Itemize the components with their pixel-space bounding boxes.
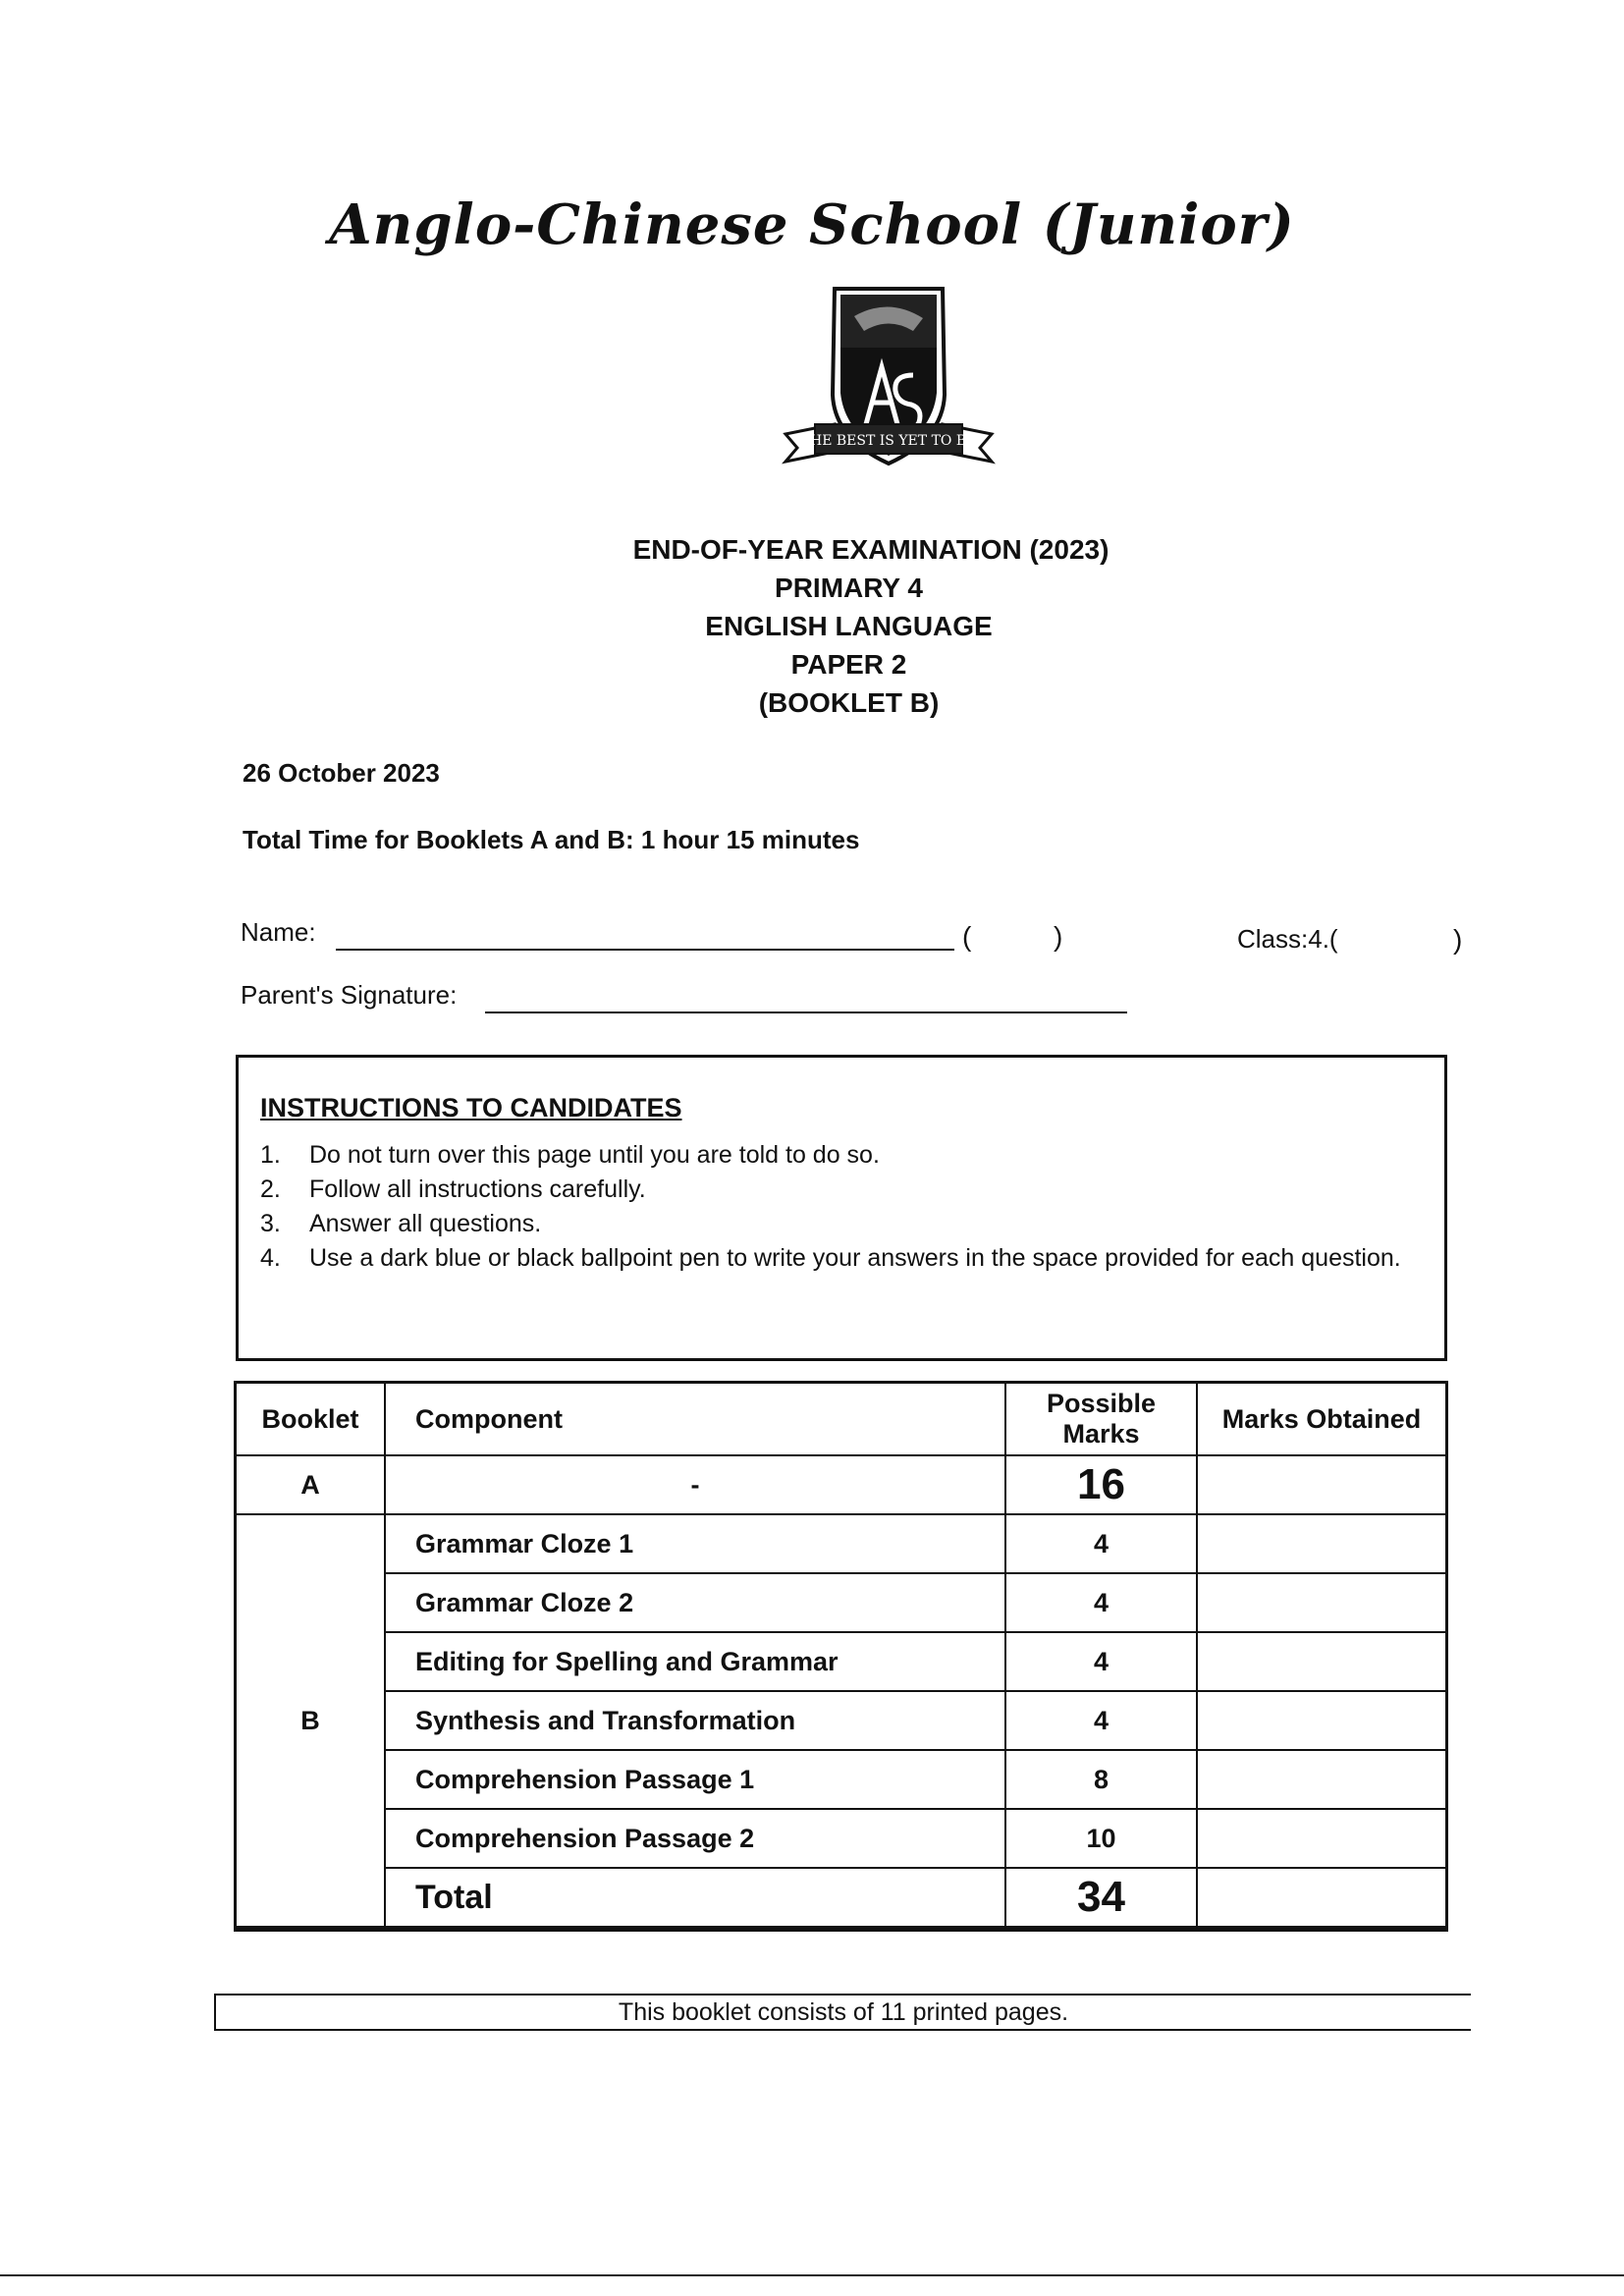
instructions-heading: INSTRUCTIONS TO CANDIDATES — [260, 1093, 682, 1122]
paper-line: PAPER 2 — [790, 649, 907, 680]
instructions-list — [260, 1138, 1434, 1276]
header-component: Component — [385, 1383, 1005, 1456]
booklet-line: (BOOKLET B) — [758, 687, 940, 718]
component-cell: Comprehension Passage 1 — [385, 1750, 1005, 1809]
table-row — [236, 1632, 1447, 1691]
register-number-open: ( — [962, 921, 972, 952]
marks-obtained-cell[interactable] — [1197, 1809, 1447, 1868]
header-marks-obtained: Marks Obtained — [1197, 1383, 1447, 1456]
marks-obtained-cell[interactable] — [1197, 1632, 1447, 1691]
exam-title-line: END-OF-YEAR EXAMINATION (2023) — [632, 534, 1110, 565]
school-name: Anglo-Chinese School (Junior) — [329, 192, 1295, 257]
table-row — [236, 1809, 1447, 1868]
possible-marks-cell: 10 — [1005, 1809, 1197, 1868]
table-row — [236, 1514, 1447, 1573]
instruction-item — [260, 1138, 1434, 1173]
instruction-number: 4. — [260, 1244, 281, 1272]
total-time: Total Time for Booklets A and B: 1 hour 15 minutes — [243, 825, 860, 854]
signature-label: Parent's Signature: — [241, 980, 458, 1010]
instruction-number: 2. — [260, 1175, 281, 1203]
marks-obtained-cell[interactable] — [1197, 1455, 1447, 1514]
crest-motto: THE BEST IS YET TO BE — [800, 433, 977, 449]
marks-table — [234, 1381, 1448, 1932]
instruction-text: Do not turn over this page until you are told to do so. — [309, 1141, 880, 1169]
bottom-rule — [0, 2274, 1624, 2276]
possible-marks-cell: 4 — [1005, 1691, 1197, 1750]
instruction-item — [260, 1173, 1434, 1207]
name-field[interactable] — [336, 949, 954, 951]
possible-marks-cell: 8 — [1005, 1750, 1197, 1809]
component-cell: Editing for Spelling and Grammar — [385, 1632, 1005, 1691]
table-total-row — [236, 1868, 1447, 1929]
booklet-a-label: A — [236, 1455, 386, 1514]
instruction-text: Use a dark blue or black ballpoint pen to write your answers in the space provided for each question. — [309, 1244, 1401, 1272]
marks-obtained-cell[interactable] — [1197, 1573, 1447, 1632]
table-row — [236, 1691, 1447, 1750]
possible-marks-cell: 4 — [1005, 1632, 1197, 1691]
booklet-b-label: B — [236, 1514, 386, 1929]
marks-obtained-cell[interactable] — [1197, 1691, 1447, 1750]
possible-marks-cell: 4 — [1005, 1573, 1197, 1632]
component-cell: Synthesis and Transformation — [385, 1691, 1005, 1750]
header-booklet: Booklet — [236, 1383, 386, 1456]
component-cell: Grammar Cloze 1 — [385, 1514, 1005, 1573]
component-cell: Comprehension Passage 2 — [385, 1809, 1005, 1868]
booklet-a-possible: 16 — [1005, 1455, 1197, 1514]
class-label: Class:4.( — [1237, 924, 1338, 954]
instruction-item — [260, 1241, 1434, 1276]
register-number-close: ) — [1054, 921, 1063, 952]
instruction-number: 3. — [260, 1210, 281, 1237]
booklet-a-component: - — [385, 1455, 1005, 1514]
marks-obtained-cell[interactable] — [1197, 1750, 1447, 1809]
instruction-text: Answer all questions. — [309, 1210, 542, 1237]
instructions-box — [236, 1055, 1447, 1361]
school-crest-logo — [776, 277, 1001, 483]
header-possible-marks: Possible Marks — [1005, 1383, 1197, 1456]
class-close: ) — [1453, 924, 1463, 955]
exam-title-block — [0, 530, 1624, 722]
table-header-row — [236, 1383, 1447, 1456]
subject-line: ENGLISH LANGUAGE — [705, 611, 993, 641]
table-row — [236, 1750, 1447, 1809]
page-count-footer: This booklet consists of 11 printed pages. — [214, 1994, 1471, 2031]
total-possible: 34 — [1005, 1868, 1197, 1929]
table-row — [236, 1573, 1447, 1632]
component-cell: Grammar Cloze 2 — [385, 1573, 1005, 1632]
instruction-text: Follow all instructions carefully. — [309, 1175, 646, 1203]
instruction-number: 1. — [260, 1141, 281, 1169]
instruction-item — [260, 1207, 1434, 1241]
total-label: Total — [385, 1868, 1005, 1929]
table-row — [236, 1455, 1447, 1514]
signature-field[interactable] — [485, 1011, 1127, 1013]
level-line: PRIMARY 4 — [775, 573, 923, 603]
marks-obtained-cell[interactable] — [1197, 1514, 1447, 1573]
possible-marks-cell: 4 — [1005, 1514, 1197, 1573]
total-obtained-cell[interactable] — [1197, 1868, 1447, 1929]
exam-date: 26 October 2023 — [243, 758, 440, 788]
name-label: Name: — [241, 917, 316, 947]
